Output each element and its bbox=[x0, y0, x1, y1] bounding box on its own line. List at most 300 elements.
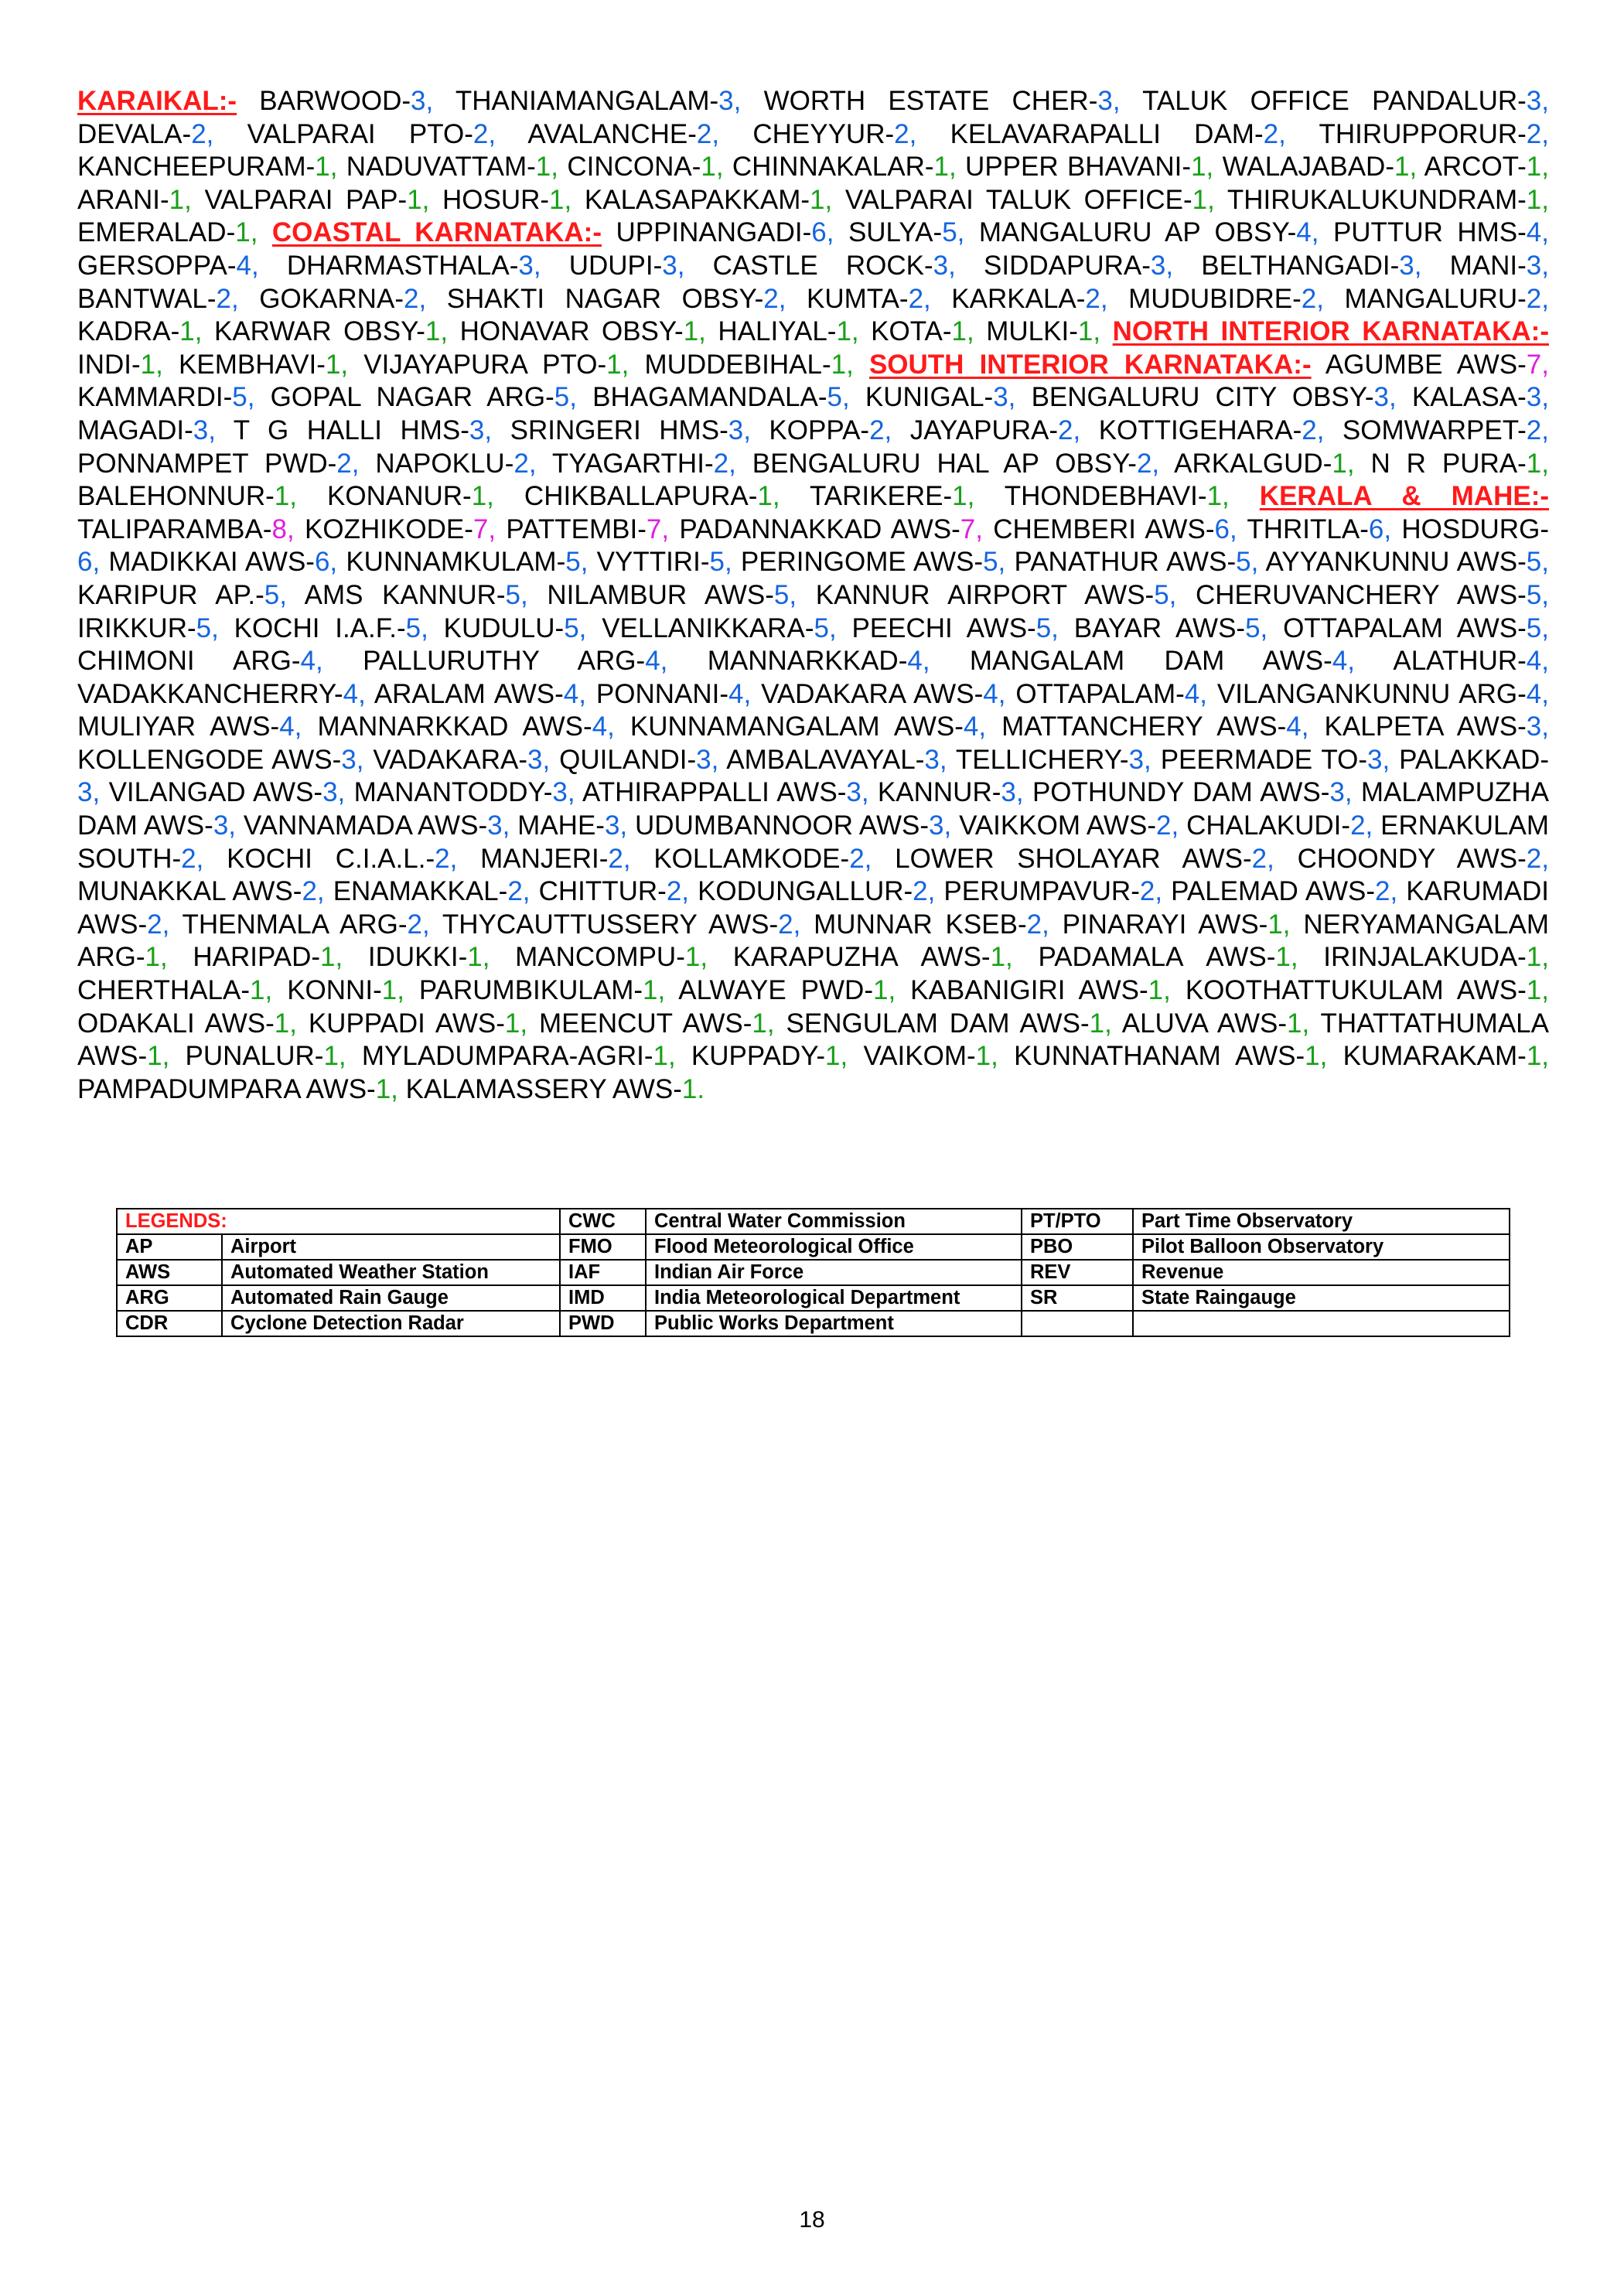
station-name: KOZHIKODE bbox=[305, 513, 465, 544]
rainfall-value: 3 bbox=[1097, 86, 1113, 116]
rainfall-value: 1 bbox=[1191, 152, 1206, 183]
station-name: TALIPARAMBA bbox=[77, 513, 263, 544]
station-entry: PEECHI AWS-5, bbox=[851, 612, 1059, 643]
station-name: KOTTIGEHARA bbox=[1098, 415, 1293, 445]
station-name: VADAKARA bbox=[373, 744, 519, 775]
station-name: ALWAYE PWD bbox=[678, 975, 865, 1006]
station-name: THONDEBHAVI bbox=[1004, 481, 1198, 512]
rainfall-value: 3 bbox=[341, 744, 357, 775]
rainfall-value: 1 bbox=[990, 942, 1006, 973]
station-name: KAMMARDI bbox=[77, 382, 223, 413]
legend-meaning: State Raingauge bbox=[1133, 1285, 1510, 1311]
station-entry: PUTTUR HMS-4, bbox=[1332, 217, 1549, 248]
rainfall-value: 2 bbox=[608, 843, 623, 874]
station-entry: EMERALAD-1, bbox=[77, 217, 258, 248]
station-name: PEECHI AWS bbox=[851, 612, 1028, 643]
station-name: SENGULAM DAM AWS bbox=[786, 1008, 1080, 1039]
rainfall-value: 1 bbox=[320, 942, 336, 973]
station-name: VALPARAI PTO bbox=[247, 118, 465, 149]
rainfall-value: 1 bbox=[831, 349, 847, 380]
rainfall-value: 5 bbox=[264, 579, 280, 610]
station-name: ENAMAKKAL bbox=[333, 876, 499, 907]
rainfall-value: 5 bbox=[814, 612, 829, 643]
rainfall-value: 2 bbox=[1375, 876, 1390, 907]
legend-meaning: Airport bbox=[222, 1234, 560, 1260]
station-entry: THIRUKALUKUNDRAM-1, bbox=[1227, 184, 1549, 215]
station-name: N R PURA bbox=[1370, 448, 1518, 479]
rainfall-value: 3 bbox=[924, 744, 940, 775]
rainfall-value: 8 bbox=[271, 513, 287, 544]
station-name: THENMALA ARG bbox=[182, 909, 398, 940]
rainfall-value: 3 bbox=[193, 415, 209, 445]
station-entry: MANI-3, bbox=[1449, 250, 1549, 281]
station-entry: AMBALAVAYAL-3, bbox=[726, 744, 947, 775]
station-entry: AVALANCHE-2, bbox=[527, 118, 720, 149]
station-name: ARKALGUD bbox=[1174, 448, 1323, 479]
station-entry: KONNI-1, bbox=[287, 975, 404, 1006]
station-name: VADAKARA AWS bbox=[761, 678, 974, 709]
station-name: VALPARAI PAP bbox=[204, 184, 398, 215]
rainfall-value: 1 bbox=[681, 1073, 698, 1104]
station-name: HARIPAD bbox=[193, 942, 312, 973]
legend-meaning: Pilot Balloon Observatory bbox=[1133, 1234, 1510, 1260]
rainfall-value: 4 bbox=[645, 646, 660, 677]
station-name: SRINGERI HMS bbox=[510, 415, 720, 445]
station-name: MANGALURU bbox=[1344, 283, 1518, 314]
station-entry: TALIPARAMBA-8, bbox=[77, 513, 295, 544]
rainfall-value: 1 bbox=[1275, 942, 1291, 973]
rainfall-value: 7 bbox=[1526, 349, 1542, 380]
station-entry: KANNUR-3, bbox=[877, 777, 1024, 808]
rainfall-value: 2 bbox=[336, 448, 352, 479]
station-entry: PALEMAD AWS-2, bbox=[1171, 876, 1398, 907]
rainfall-value: 1 bbox=[952, 481, 967, 512]
station-name: KUMTA bbox=[807, 283, 899, 314]
station-name: VYTTIRI bbox=[596, 547, 701, 578]
station-name: KOOTHATTUKULAM AWS bbox=[1185, 975, 1518, 1006]
rainfall-value: 2 bbox=[407, 909, 422, 940]
station-entry: IRINJALAKUDA-1, bbox=[1323, 942, 1549, 973]
station-entry: KARIPUR AP.-5, bbox=[77, 579, 287, 610]
rainfall-value: 4 bbox=[1526, 678, 1542, 709]
rainfall-value: 5 bbox=[709, 547, 725, 578]
station-name: SHAKTI NAGAR OBSY bbox=[446, 283, 755, 314]
station-name: UPPER BHAVANI bbox=[965, 152, 1182, 183]
station-entry: MYLADUMPARA-AGRI-1, bbox=[361, 1041, 676, 1072]
rainfall-value: 1 bbox=[504, 1008, 520, 1039]
rainfall-value: 5 bbox=[232, 382, 247, 413]
station-name: ARCOT bbox=[1424, 152, 1518, 183]
rainfall-value: 1 bbox=[643, 975, 658, 1006]
station-name: TYAGARTHI bbox=[551, 448, 705, 479]
station-name: NADUVATTAM bbox=[346, 152, 527, 183]
station-name: KOLLENGODE AWS bbox=[77, 744, 333, 775]
rainfall-value: 2 bbox=[1263, 118, 1279, 149]
station-entry: MANGALURU-2, bbox=[1344, 283, 1549, 314]
station-name: NERYAMANGALAM ARG bbox=[77, 909, 1549, 973]
rainfall-value: 3 bbox=[1373, 382, 1389, 413]
rainfall-value: 1 bbox=[1332, 448, 1347, 479]
station-entry: THONDEBHAVI-1, bbox=[1004, 481, 1230, 512]
rainfall-value: 2 bbox=[1301, 283, 1317, 314]
station-name: POTHUNDY DAM AWS bbox=[1032, 777, 1321, 808]
rainfall-value: 3 bbox=[1329, 777, 1345, 808]
station-name: MANGALURU AP OBSY bbox=[978, 217, 1288, 248]
rainfall-value: 1 bbox=[606, 349, 622, 380]
station-entry: LOWER SHOLAYAR AWS-2, bbox=[895, 843, 1274, 874]
station-name: GERSOPPA bbox=[77, 250, 227, 281]
station-name: KELAVARAPALLI DAM bbox=[950, 118, 1254, 149]
station-entry: KUDULU-5, bbox=[443, 612, 587, 643]
station-name: GOPAL NAGAR ARG bbox=[270, 382, 546, 413]
legend-abbrev: IMD bbox=[560, 1285, 646, 1311]
rainfall-value: 1 bbox=[535, 152, 551, 183]
rainfall-value: 4 bbox=[279, 711, 295, 742]
rainfall-value: 1 bbox=[407, 184, 422, 215]
station-name: PERUMPAVUR bbox=[943, 876, 1131, 907]
station-name: CHITTUR bbox=[538, 876, 658, 907]
legend-meaning: Automated Rain Gauge bbox=[222, 1285, 560, 1311]
rainfall-value: 5 bbox=[1236, 547, 1251, 578]
station-entry: SENGULAM DAM AWS-1, bbox=[786, 1008, 1112, 1039]
station-name: AMS KANNUR bbox=[304, 579, 496, 610]
station-name: VELLANIKKARA bbox=[602, 612, 805, 643]
rainfall-value: 2 bbox=[1139, 876, 1155, 907]
station-name: KUNNATHANAM AWS bbox=[1014, 1041, 1296, 1072]
station-entry: GERSOPPA-4, bbox=[77, 250, 259, 281]
station-rainfall-text bbox=[77, 85, 1549, 1106]
station-entry: OTTAPALAM-4, bbox=[1015, 678, 1207, 709]
rainfall-value: 3 bbox=[213, 810, 229, 841]
rainfall-value: 5 bbox=[564, 612, 579, 643]
rainfall-value: 2 bbox=[216, 283, 232, 314]
station-name: UDUPI bbox=[568, 250, 653, 281]
station-name: VALPARAI TALUK OFFICE bbox=[844, 184, 1183, 215]
legend-abbrev: CDR bbox=[117, 1311, 222, 1336]
station-name: PANATHUR AWS bbox=[1014, 547, 1227, 578]
station-name: KARAPUZHA AWS bbox=[732, 942, 981, 973]
rainfall-value: 5 bbox=[1154, 579, 1169, 610]
station-entry: N R PURA-1, bbox=[1370, 448, 1549, 479]
rainfall-value: 1 bbox=[1287, 1008, 1302, 1039]
station-name: KUPPADY bbox=[691, 1041, 817, 1072]
station-name: MANJERI bbox=[480, 843, 599, 874]
rainfall-value: 1 bbox=[147, 1041, 162, 1072]
rainfall-value: 5 bbox=[505, 579, 520, 610]
station-entry: DEVALA-2, bbox=[77, 118, 214, 149]
station-name: DEVALA bbox=[77, 118, 183, 149]
station-name: IRIKKUR bbox=[77, 612, 187, 643]
rainfall-value: 3 bbox=[487, 810, 503, 841]
rainfall-value: 1 bbox=[235, 217, 251, 248]
station-name: MALAMPUZHA DAM AWS bbox=[77, 777, 1549, 841]
station-name: CHALAKUDI bbox=[1186, 810, 1342, 841]
rainfall-value: 2 bbox=[869, 415, 885, 445]
rainfall-value: 5 bbox=[1245, 612, 1261, 643]
station-entry: VADAKARA AWS-4, bbox=[761, 678, 1006, 709]
rainfall-value: 2 bbox=[1526, 415, 1542, 445]
rainfall-value: 3 bbox=[1399, 250, 1414, 281]
station-entry: PADANNAKKAD AWS-7, bbox=[679, 513, 983, 544]
station-entry: KOPPA-2, bbox=[769, 415, 892, 445]
legend-meaning: Indian Air Force bbox=[646, 1260, 1022, 1285]
rainfall-value: 2 bbox=[1526, 283, 1542, 314]
station-name: BARWOOD bbox=[259, 86, 402, 116]
station-entry: MULKI-1, bbox=[986, 316, 1101, 347]
rainfall-value: 1 bbox=[1148, 975, 1164, 1006]
station-entry: KEMBHAVI-1, bbox=[179, 349, 349, 380]
station-name: MANANTODDY bbox=[353, 777, 544, 808]
rainfall-value: 5 bbox=[565, 547, 581, 578]
station-entry: PARUMBIKULAM-1, bbox=[418, 975, 666, 1006]
station-entry: ARANI-1, bbox=[77, 184, 192, 215]
station-entry: KARKALA-2, bbox=[951, 283, 1108, 314]
rainfall-value: 2 bbox=[1350, 810, 1366, 841]
rainfall-value: 2 bbox=[1136, 448, 1152, 479]
station-name: KARIPUR AP. bbox=[77, 579, 256, 610]
legend-row bbox=[117, 1260, 1510, 1285]
station-name: THIRUKALUKUNDRAM bbox=[1227, 184, 1518, 215]
station-name: BANTWAL bbox=[77, 283, 207, 314]
station-entry: UDUPI-3, bbox=[568, 250, 685, 281]
station-entry: UPPINANGADI-6, bbox=[616, 217, 834, 248]
station-name: BENGALURU CITY OBSY bbox=[1031, 382, 1365, 413]
rainfall-value: 3 bbox=[1128, 744, 1145, 775]
station-entry: QUILANDI-3, bbox=[559, 744, 719, 775]
station-name: LOWER SHOLAYAR AWS bbox=[895, 843, 1243, 874]
station-entry: VIJAYAPURA PTO-1, bbox=[363, 349, 629, 380]
station-name: KOPPA bbox=[769, 415, 861, 445]
station-name: ALATHUR bbox=[1393, 646, 1518, 677]
station-entry: AYYANKUNNU AWS-5, bbox=[1265, 547, 1549, 578]
station-entry: ODAKALI AWS-1, bbox=[77, 1008, 297, 1039]
station-name: KANNUR AIRPORT AWS bbox=[815, 579, 1145, 610]
station-entry: WORTH ESTATE CHER-3, bbox=[763, 86, 1121, 116]
station-name: BALEHONNUR bbox=[77, 481, 266, 512]
rainfall-value: 4 bbox=[300, 646, 316, 677]
rainfall-value: 4 bbox=[1184, 678, 1200, 709]
station-name: KADRA bbox=[77, 316, 171, 347]
rainfall-value: 1 bbox=[1267, 909, 1283, 940]
rainfall-value: 3 bbox=[1150, 250, 1166, 281]
rainfall-value: 1 bbox=[951, 316, 967, 347]
station-entry: AMS KANNUR-5, bbox=[304, 579, 528, 610]
station-entry: MANGALURU AP OBSY-4, bbox=[978, 217, 1319, 248]
station-entry: PEERMADE TO-3, bbox=[1160, 744, 1390, 775]
station-entry: ENAMAKKAL-2, bbox=[333, 876, 531, 907]
station-name: MATTANCHERY AWS bbox=[1001, 711, 1278, 742]
station-name: KARUMADI AWS bbox=[77, 876, 1549, 940]
station-entry: CHERTHALA-1, bbox=[77, 975, 273, 1006]
station-name: AMBALAVAYAL bbox=[726, 744, 916, 775]
station-entry: SULYA-5, bbox=[848, 217, 965, 248]
station-entry: TELLICHERY-3, bbox=[955, 744, 1151, 775]
rainfall-value: 4 bbox=[963, 711, 979, 742]
station-name: KALASA bbox=[1411, 382, 1518, 413]
station-entry: PAMPADUMPARA AWS-1, bbox=[77, 1073, 398, 1104]
station-name: SULYA bbox=[848, 217, 933, 248]
station-name: KARWAR OBSY bbox=[213, 316, 417, 347]
page-number: 18 bbox=[799, 2207, 825, 2233]
rainfall-value: 4 bbox=[983, 678, 998, 709]
rainfall-value: 1 bbox=[169, 184, 185, 215]
legend-row bbox=[117, 1209, 1510, 1234]
station-name: PONNAMPET PWD bbox=[77, 448, 328, 479]
station-entry: CHALAKUDI-2, bbox=[1186, 810, 1373, 841]
station-entry: PERUMPAVUR-2, bbox=[943, 876, 1163, 907]
station-name: KUNNAMANGALAM AWS bbox=[629, 711, 955, 742]
station-entry: MAHE-3, bbox=[517, 810, 628, 841]
rainfall-value: 1 bbox=[179, 316, 195, 347]
rainfall-value: 5 bbox=[196, 612, 212, 643]
station-entry: THENMALA ARG-2, bbox=[182, 909, 430, 940]
rainfall-value: 1 bbox=[274, 1008, 290, 1039]
station-name: CASTLE ROCK bbox=[712, 250, 925, 281]
station-name: CHEYYUR bbox=[752, 118, 885, 149]
station-entry: VADAKKANCHERRY-4, bbox=[77, 678, 366, 709]
rainfall-value: 3 bbox=[604, 810, 620, 841]
rainfall-value: 6 bbox=[1368, 513, 1384, 544]
station-entry: KOLLENGODE AWS-3, bbox=[77, 744, 364, 775]
station-name: MEENCUT AWS bbox=[538, 1008, 743, 1039]
station-name: KABANIGIRI AWS bbox=[910, 975, 1139, 1006]
station-name: CHERTHALA bbox=[77, 975, 241, 1006]
rainfall-value: 1 bbox=[250, 975, 265, 1006]
rainfall-value: 1 bbox=[1394, 152, 1410, 183]
rainfall-value: 4 bbox=[907, 646, 923, 677]
station-entry: KUPPADI AWS-1, bbox=[308, 1008, 528, 1039]
station-entry: THANIAMANGALAM-3, bbox=[455, 86, 742, 116]
station-name: KUNNAMKULAM bbox=[346, 547, 557, 578]
station-name: CHIMONI ARG bbox=[77, 646, 292, 677]
rainfall-value: 3 bbox=[552, 777, 568, 808]
legend-abbrev: FMO bbox=[560, 1234, 646, 1260]
station-entry: BAYAR AWS-5, bbox=[1073, 612, 1268, 643]
station-entry: VAIKKOM AWS-2, bbox=[959, 810, 1179, 841]
rainfall-value: 3 bbox=[322, 777, 338, 808]
station-entry: KANCHEEPURAM-1, bbox=[77, 152, 338, 183]
station-name: DHARMASTHALA bbox=[286, 250, 510, 281]
station-name: QUILANDI bbox=[559, 744, 687, 775]
rainfall-value: 1 bbox=[752, 1008, 767, 1039]
station-entry: MUDDEBIHAL-1, bbox=[644, 349, 854, 380]
station-entry: MATTANCHERY AWS-4, bbox=[1001, 711, 1309, 742]
station-entry: PONNAMPET PWD-2, bbox=[77, 448, 360, 479]
station-name: CHEMBERI AWS bbox=[993, 513, 1206, 544]
station-entry: HARIPAD-1, bbox=[193, 942, 343, 973]
rainfall-value: 4 bbox=[563, 678, 579, 709]
rainfall-value: 4 bbox=[1332, 646, 1348, 677]
station-entry: ARCOT-1, bbox=[1424, 152, 1549, 183]
station-name: NAPOKLU bbox=[375, 448, 505, 479]
rainfall-value: 2 bbox=[191, 118, 206, 149]
rainfall-value: 4 bbox=[343, 678, 359, 709]
rainfall-value: 3 bbox=[411, 86, 426, 116]
station-entry: HOSDURG-6, bbox=[77, 513, 1549, 578]
station-entry: KUNNAMANGALAM AWS-4, bbox=[629, 711, 987, 742]
station-name: THANIAMANGALAM bbox=[455, 86, 710, 116]
station-name: IRINJALAKUDA bbox=[1323, 942, 1518, 973]
station-entry: POTHUNDY DAM AWS-3, bbox=[1032, 777, 1353, 808]
rainfall-value: 2 bbox=[1526, 843, 1542, 874]
station-entry: OTTAPALAM AWS-5, bbox=[1283, 612, 1549, 643]
station-entry: CHOONDY AWS-2, bbox=[1297, 843, 1549, 874]
station-entry: PATTEMBI-7, bbox=[506, 513, 670, 544]
station-entry: MUNNAR KSEB-2, bbox=[814, 909, 1049, 940]
station-entry: BANTWAL-2, bbox=[77, 283, 239, 314]
station-name: KOCHI C.I.A.L. bbox=[227, 843, 426, 874]
station-entry: PUNALUR-1, bbox=[185, 1041, 346, 1072]
station-entry: JAYAPURA-2, bbox=[909, 415, 1081, 445]
rainfall-value: 5 bbox=[983, 547, 998, 578]
station-name: MAGADI bbox=[77, 415, 185, 445]
station-entry: BENGALURU HAL AP OBSY-2, bbox=[752, 448, 1160, 479]
station-name: SIDDAPURA bbox=[984, 250, 1142, 281]
station-entry: KOOTHATTUKULAM AWS-1, bbox=[1185, 975, 1549, 1006]
station-entry: KAMMARDI-5, bbox=[77, 382, 255, 413]
station-name: ALUVA AWS bbox=[1121, 1008, 1278, 1039]
rainfall-value: 6 bbox=[77, 547, 93, 578]
station-entry: ARKALGUD-1, bbox=[1174, 448, 1355, 479]
rainfall-value: 1 bbox=[1526, 184, 1542, 215]
station-entry: PALAKKAD-3, bbox=[77, 744, 1549, 808]
rainfall-value: 1 bbox=[549, 184, 565, 215]
rainfall-value: 1 bbox=[836, 316, 851, 347]
rainfall-value: 4 bbox=[1526, 217, 1542, 248]
station-entry: HOSUR-1, bbox=[442, 184, 572, 215]
legend-abbrev: ARG bbox=[117, 1285, 222, 1311]
station-name: KOCHI I.A.F. bbox=[234, 612, 397, 643]
rainfall-value: 5 bbox=[405, 612, 421, 643]
legend-abbrev: PT/PTO bbox=[1022, 1209, 1133, 1234]
station-name: CHERUVANCHERY AWS bbox=[1196, 579, 1518, 610]
station-entry: SIDDAPURA-3, bbox=[984, 250, 1174, 281]
station-entry: GOPAL NAGAR ARG-5, bbox=[270, 382, 577, 413]
station-entry: CINCONA-1, bbox=[567, 152, 724, 183]
station-entry: SOMWARPET-2, bbox=[1342, 415, 1549, 445]
rainfall-value: 3 bbox=[718, 86, 734, 116]
station-entry: NADUVATTAM-1, bbox=[346, 152, 558, 183]
rainfall-value: 3 bbox=[77, 777, 93, 808]
station-entry: IDUKKI-1, bbox=[367, 942, 490, 973]
rainfall-value: 6 bbox=[1214, 513, 1230, 544]
rainfall-value: 1 bbox=[1526, 448, 1542, 479]
station-entry: BARWOOD-3, bbox=[259, 86, 434, 116]
legend-abbrev: SR bbox=[1022, 1285, 1133, 1311]
station-name: PERINGOME AWS bbox=[740, 547, 974, 578]
rainfall-value: 1 bbox=[1089, 1008, 1105, 1039]
rainfall-value: 2 bbox=[302, 876, 317, 907]
station-name: CHIKBALLAPURA bbox=[524, 481, 749, 512]
rainfall-value: 4 bbox=[728, 678, 744, 709]
region-heading: SOUTH INTERIOR KARNATAKA:- bbox=[868, 349, 1312, 380]
station-entry: VALPARAI PTO-2, bbox=[247, 118, 496, 149]
station-name: AVALANCHE bbox=[527, 118, 688, 149]
station-name: MULIYAR AWS bbox=[77, 711, 271, 742]
rainfall-value: 2 bbox=[913, 876, 928, 907]
rainfall-value: 2 bbox=[181, 843, 196, 874]
rainfall-value: 2 bbox=[473, 118, 489, 149]
station-name: THRITLA bbox=[1247, 513, 1360, 544]
station-entry: CHERUVANCHERY AWS-5, bbox=[1196, 579, 1550, 610]
station-name: OTTAPALAM AWS bbox=[1283, 612, 1518, 643]
station-entry: KANNUR AIRPORT AWS-5, bbox=[815, 579, 1177, 610]
station-entry: VALPARAI PAP-1, bbox=[204, 184, 430, 215]
rainfall-value: 4 bbox=[592, 711, 608, 742]
station-name: MUNNAR KSEB bbox=[814, 909, 1018, 940]
station-name: ARANI bbox=[77, 184, 160, 215]
legend-meaning: Flood Meteorological Office bbox=[646, 1234, 1022, 1260]
